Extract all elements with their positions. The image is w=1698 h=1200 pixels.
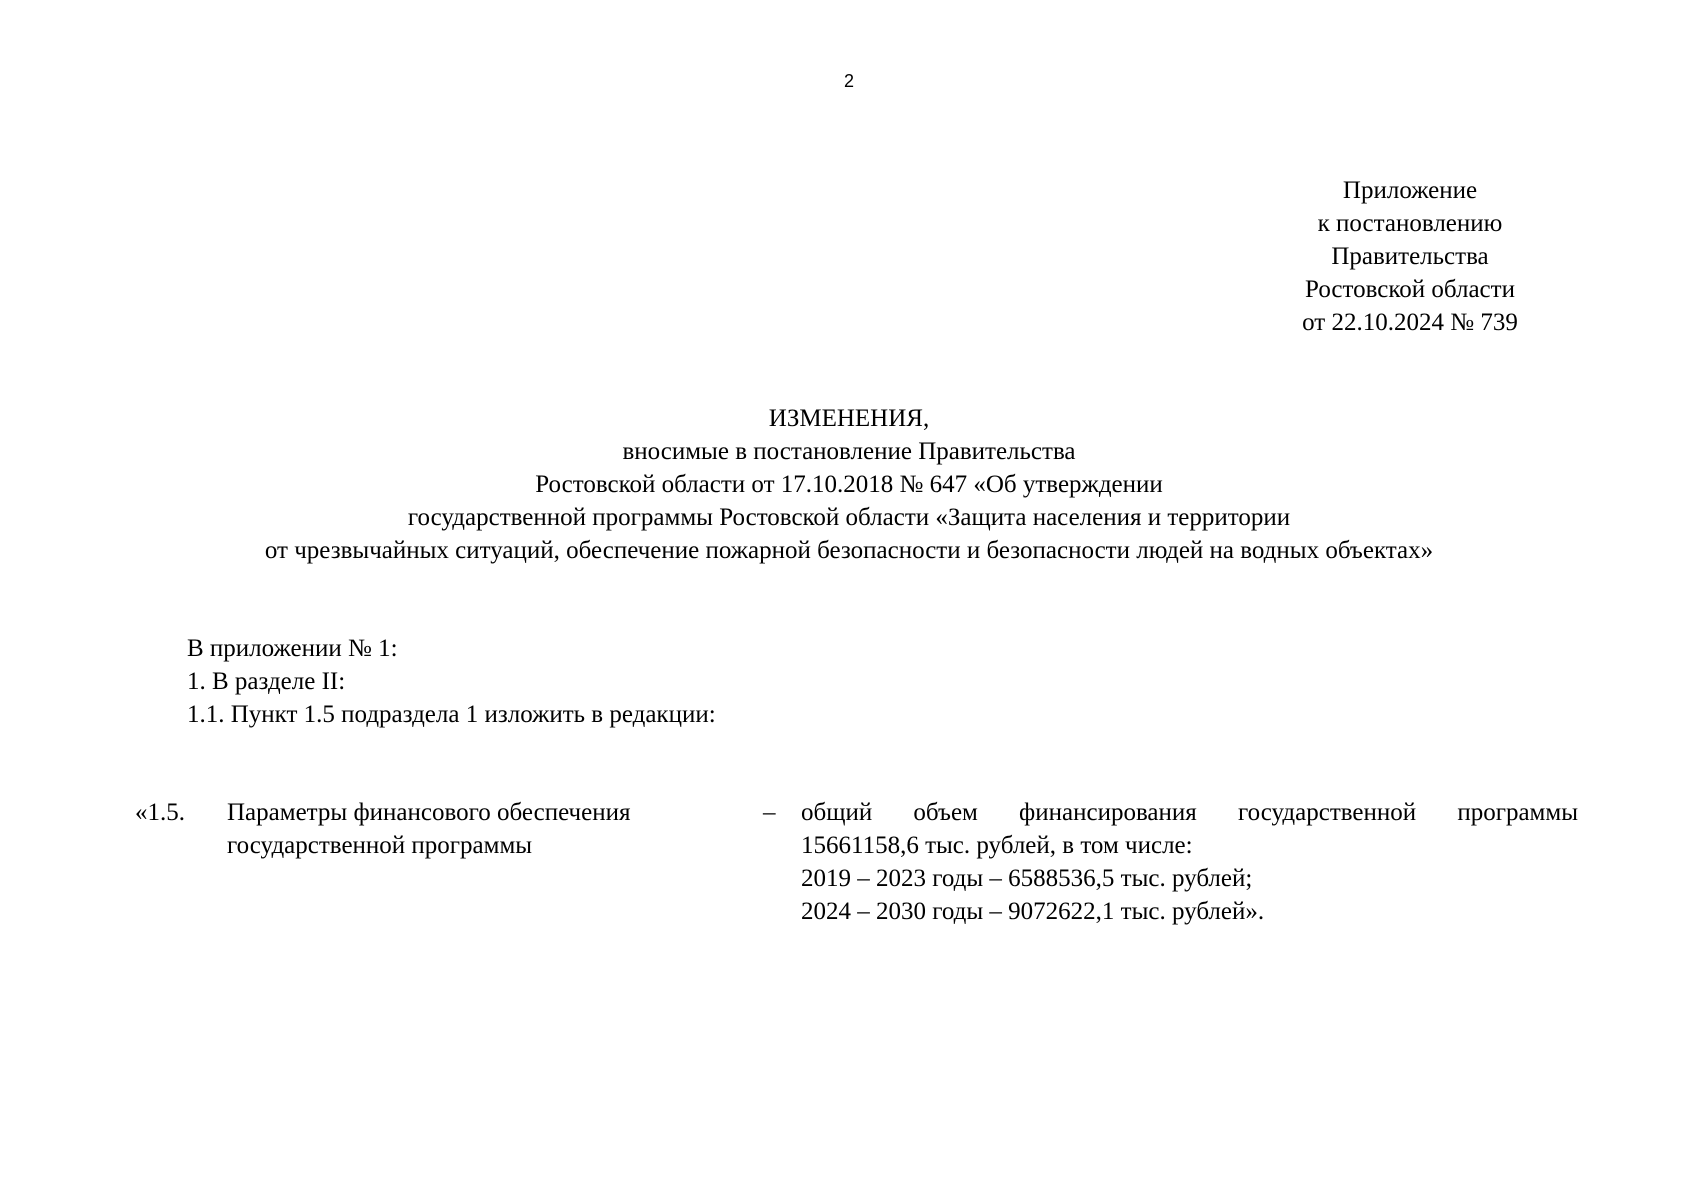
attachment-line: к постановлению [1317, 210, 1503, 237]
title-line: вносимые в постановление Правительства [622, 438, 1076, 465]
parameter-name [227, 796, 717, 862]
parameter-number: «1.5. [135, 799, 185, 826]
parameter-name-line: Параметры финансового обеспечения [227, 799, 631, 826]
attachment-line: Ростовской области [1305, 276, 1515, 303]
body-text [187, 632, 716, 731]
attachment-line: Правительства [1331, 243, 1489, 270]
parameter-value [801, 796, 1578, 928]
parameter-value-line: 2019 – 2023 годы – 6588536,5 тыс. рублей; [801, 865, 1253, 892]
title-line: Ростовской области от 17.10.2018 № 647 «Об утверждении [535, 471, 1163, 498]
attachment-block [1260, 174, 1560, 339]
parameter-value-line: 15661158,6 тыс. рублей, в том числе: [801, 832, 1193, 859]
parameter-name-line: государственной программы [227, 832, 533, 859]
title-heading: ИЗМЕНЕНИЯ, [768, 405, 930, 432]
title-line: от чрезвычайных ситуаций, обеспечение пожарной безопасности и безопасности людей на водных объектах» [264, 537, 1434, 564]
parameter-value-line: 2024 – 2030 годы – 9072622,1 тыс. рублей». [801, 898, 1265, 925]
body-line: 1. В разделе II: [187, 668, 346, 695]
parameter-dash: – [763, 799, 776, 826]
title-line: государственной программы Ростовской области «Защита населения и территории [407, 504, 1291, 531]
body-line: В приложении № 1: [187, 635, 398, 662]
parameter-value-line: общий объем финансирования государственной программы [801, 799, 1578, 826]
attachment-date-number: от 22.10.2024 № 739 [1302, 309, 1518, 336]
body-line: 1.1. Пункт 1.5 подраздела 1 изложить в редакции: [187, 701, 716, 728]
attachment-line: Приложение [1342, 177, 1478, 204]
page-number: 2 [843, 71, 854, 91]
document-title [0, 402, 1698, 567]
